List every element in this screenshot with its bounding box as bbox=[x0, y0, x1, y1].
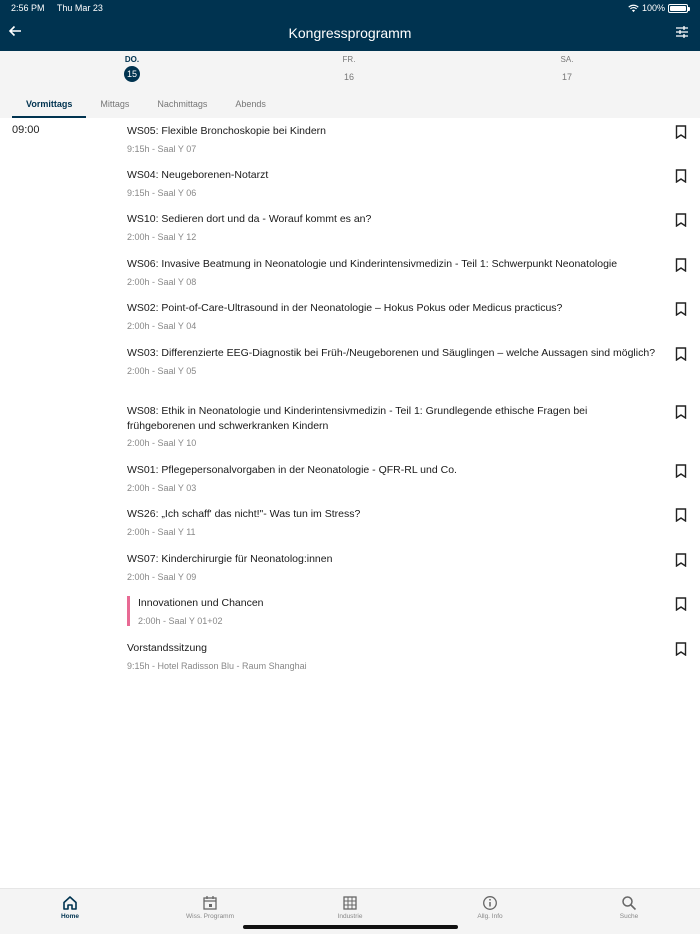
bookmark-icon[interactable] bbox=[675, 405, 687, 419]
bookmark-icon[interactable] bbox=[675, 125, 687, 139]
tab-mittags[interactable]: Mittags bbox=[100, 99, 130, 109]
page-title: Kongressprogramm bbox=[288, 25, 412, 41]
bookmark-icon[interactable] bbox=[675, 508, 687, 522]
session-title: WS07: Kinderchirurgie für Neonatolog:innen bbox=[127, 553, 333, 565]
session-title: Innovationen und Chancen bbox=[138, 597, 264, 609]
session-title: WS06: Invasive Beatmung in Neonatologie und Kinderintensivmedizin - Teil 1: Schwerpunkt Neonatologie bbox=[127, 258, 618, 270]
info-icon bbox=[482, 895, 498, 911]
nav-label: Industrie bbox=[337, 913, 363, 920]
day-thursday[interactable] bbox=[102, 55, 162, 82]
bookmark-icon[interactable] bbox=[675, 258, 687, 272]
session-title: WS01: Pflegepersonalvorgaben in der Neonatologie - QFR-RL und Co. bbox=[127, 464, 457, 476]
bookmark-icon[interactable] bbox=[675, 302, 687, 316]
tab-abends[interactable]: Abends bbox=[235, 99, 266, 109]
sliders-icon bbox=[675, 25, 689, 39]
day-number: 16 bbox=[343, 72, 354, 82]
bookmark-icon[interactable] bbox=[675, 169, 687, 183]
bookmark-icon[interactable] bbox=[675, 642, 687, 656]
day-selector bbox=[0, 51, 700, 118]
session-item[interactable] bbox=[127, 552, 657, 582]
session-meta: 2:00h - Saal Y 04 bbox=[127, 320, 197, 331]
session-item[interactable] bbox=[127, 463, 657, 493]
nav-allg-info[interactable] bbox=[450, 895, 530, 920]
status-bar-right bbox=[628, 3, 688, 13]
search-icon bbox=[621, 895, 637, 911]
session-meta: 2:00h - Saal Y 12 bbox=[127, 231, 197, 242]
session-meta: 2:00h - Saal Y 11 bbox=[127, 526, 196, 537]
session-meta: 2:00h - Saal Y 10 bbox=[127, 438, 197, 448]
session-item[interactable] bbox=[127, 301, 657, 331]
bookmark-icon[interactable] bbox=[675, 597, 687, 611]
day-dow: DO. bbox=[124, 55, 140, 64]
day-friday[interactable] bbox=[319, 55, 379, 85]
nav-label: Suche bbox=[619, 913, 639, 920]
session-meta: 2:00h - Saal Y 08 bbox=[127, 276, 197, 287]
bookmark-icon[interactable] bbox=[675, 347, 687, 361]
battery-percent: 100% bbox=[641, 3, 665, 13]
day-dow: FR. bbox=[342, 55, 356, 64]
session-title: WS03: Differenzierte EEG-Diagnostik bei Früh-/Neugeborenen und Säuglingen – welche Aussagen sind möglich? bbox=[127, 347, 656, 359]
session-item-tagged[interactable] bbox=[127, 596, 657, 626]
period-tabs bbox=[12, 97, 280, 117]
nav-label: Allg. Info bbox=[477, 913, 503, 920]
back-button[interactable] bbox=[8, 24, 28, 44]
session-meta: 9:15h - Saal Y 07 bbox=[127, 143, 197, 154]
filter-button[interactable] bbox=[675, 25, 691, 41]
session-meta: 2:00h - Saal Y 09 bbox=[127, 571, 197, 582]
nav-label: Home bbox=[60, 913, 80, 920]
app-header bbox=[0, 0, 700, 51]
session-meta: 9:15h - Saal Y 06 bbox=[127, 187, 197, 198]
home-indicator[interactable] bbox=[243, 925, 458, 929]
status-time: 2:56 PM bbox=[11, 3, 45, 13]
session-title: WS05: Flexible Bronchoskopie bei Kindern bbox=[127, 125, 327, 137]
session-item[interactable] bbox=[127, 404, 657, 448]
session-title: WS10: Sedieren dort und da - Worauf kommt es an? bbox=[127, 213, 372, 225]
nav-home[interactable] bbox=[30, 895, 110, 920]
nav-industrie[interactable] bbox=[310, 895, 390, 920]
day-number: 15 bbox=[124, 66, 140, 82]
session-item[interactable] bbox=[127, 168, 657, 198]
bookmark-icon[interactable] bbox=[675, 213, 687, 227]
session-item[interactable] bbox=[127, 212, 657, 242]
session-meta: 2:00h - Saal Y 01+02 bbox=[138, 615, 223, 626]
bookmark-icon[interactable] bbox=[675, 553, 687, 567]
calendar-icon bbox=[202, 895, 218, 911]
nav-wiss-programm[interactable] bbox=[170, 895, 250, 920]
session-meta: 9:15h - Hotel Radisson Blu - Raum Shanghai bbox=[127, 660, 307, 671]
session-title: WS26: „Ich schaff' das nicht!"- Was tun im Stress? bbox=[127, 508, 361, 520]
session-meta: 2:00h - Saal Y 05 bbox=[127, 365, 197, 376]
session-item[interactable] bbox=[127, 641, 657, 671]
session-item[interactable] bbox=[127, 346, 657, 376]
session-meta: 2:00h - Saal Y 03 bbox=[127, 482, 197, 493]
bookmark-icon[interactable] bbox=[675, 464, 687, 478]
session-item[interactable] bbox=[127, 257, 657, 287]
session-item[interactable] bbox=[127, 124, 657, 154]
battery-icon bbox=[668, 4, 688, 13]
arrow-left-icon bbox=[8, 24, 22, 38]
day-dow: SA. bbox=[560, 55, 574, 64]
nav-suche[interactable] bbox=[589, 895, 669, 920]
tab-vormittags[interactable]: Vormittags bbox=[12, 97, 86, 118]
session-item[interactable] bbox=[127, 507, 657, 537]
home-icon bbox=[62, 895, 78, 911]
status-bar-left bbox=[11, 3, 113, 13]
day-saturday[interactable] bbox=[537, 55, 597, 85]
nav-label: Wiss. Programm bbox=[185, 913, 235, 920]
session-title: WS04: Neugeborenen-Notarzt bbox=[127, 169, 269, 181]
time-group-label: 09:00 bbox=[12, 124, 40, 136]
wifi-icon bbox=[628, 4, 639, 13]
status-date: Thu Mar 23 bbox=[56, 3, 103, 13]
session-title: WS02: Point-of-Care-Ultrasound in der Neonatologie – Hokus Pokus oder Medicus practicus? bbox=[127, 302, 563, 314]
session-title: Vorstandssitzung bbox=[127, 642, 207, 654]
tab-nachmittags[interactable]: Nachmittags bbox=[157, 99, 208, 109]
building-icon bbox=[342, 895, 358, 911]
day-number: 17 bbox=[561, 72, 572, 82]
session-title: WS08: Ethik in Neonatologie und Kinderintensivmedizin - Teil 1: Grundlegende ethische Fragen bei frühgeborenen und schwerkranken Kindern bbox=[127, 405, 588, 432]
